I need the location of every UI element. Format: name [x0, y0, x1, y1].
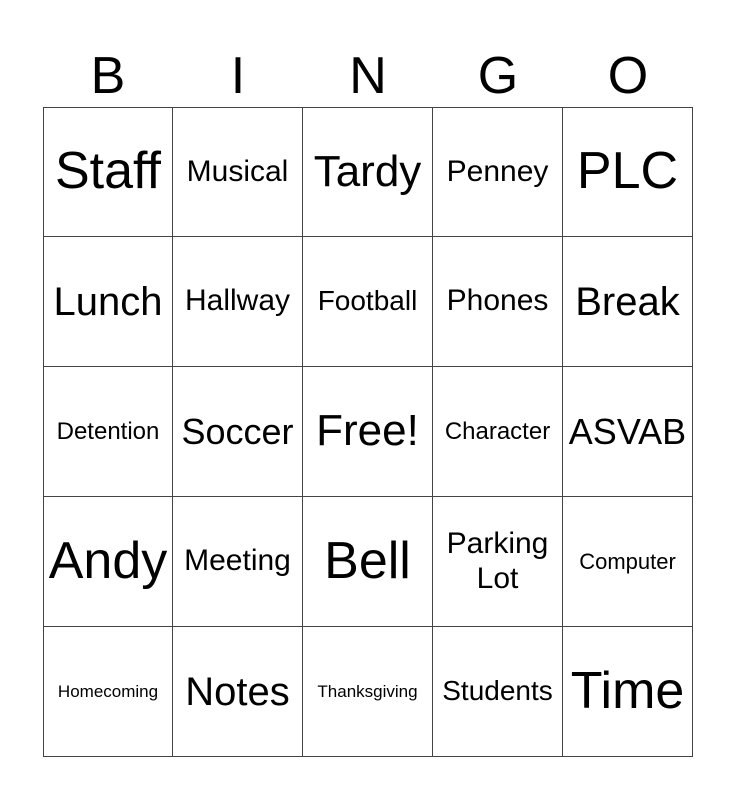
bingo-cell: Notes	[173, 627, 303, 757]
bingo-cell: Students	[433, 627, 563, 757]
bingo-cell: Hallway	[173, 237, 303, 367]
bingo-cell: Football	[303, 237, 433, 367]
bingo-cell: PLC	[563, 107, 693, 237]
bingo-header	[43, 44, 693, 108]
header-letter-b: B	[90, 47, 126, 105]
bingo-cell free-space: Free!	[303, 367, 433, 497]
bingo-cell: Computer	[563, 497, 693, 627]
bingo-cell: Time	[563, 627, 693, 757]
header-letter-i: I	[230, 47, 246, 105]
bingo-cell: Character	[433, 367, 563, 497]
bingo-cell: Andy	[43, 497, 173, 627]
bingo-cell: Soccer	[173, 367, 303, 497]
header-letter-n: N	[349, 47, 387, 105]
bingo-cell: Staff	[43, 107, 173, 237]
bingo-cell: Lunch	[43, 237, 173, 367]
bingo-cell: Meeting	[173, 497, 303, 627]
bingo-board	[43, 107, 693, 757]
bingo-cell: Detention	[43, 367, 173, 497]
bingo-cell: Homecoming	[43, 627, 173, 757]
bingo-cell: Phones	[433, 237, 563, 367]
header-letter-g: G	[477, 47, 519, 105]
bingo-cell: Break	[563, 237, 693, 367]
bingo-cell: Penney	[433, 107, 563, 237]
header-letter-o: O	[607, 47, 649, 105]
bingo-cell: Parking Lot	[433, 497, 563, 627]
bingo-cell: Tardy	[303, 107, 433, 237]
bingo-cell: Musical	[173, 107, 303, 237]
bingo-cell: Bell	[303, 497, 433, 627]
bingo-cell: ASVAB	[563, 367, 693, 497]
bingo-cell: Thanksgiving	[303, 627, 433, 757]
